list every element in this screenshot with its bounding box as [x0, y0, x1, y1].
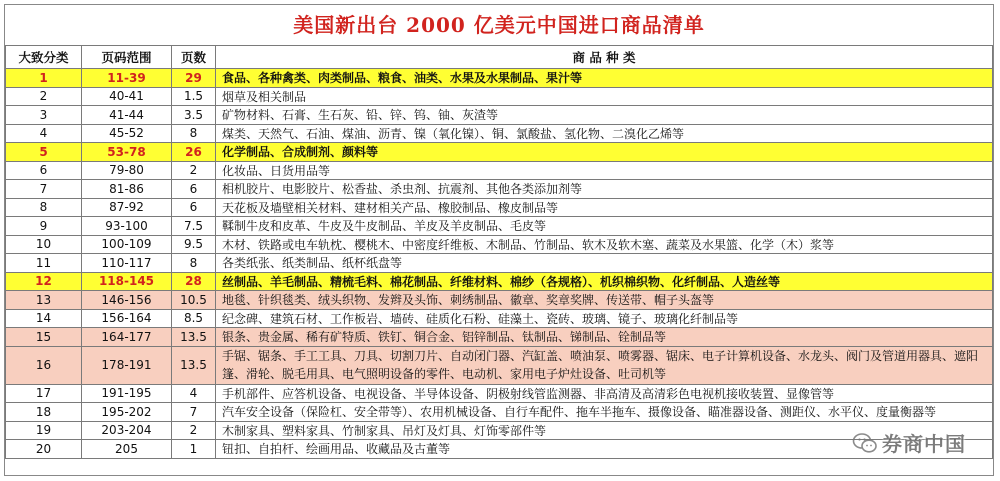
cell-category: 18 — [6, 403, 82, 422]
cell-goods: 地毯、针织毯类、绒头织物、发辫及头饰、刺绣制品、徽章、奖章奖牌、传送带、帽子头盔等 — [216, 291, 993, 310]
cell-goods: 矿物材料、石膏、生石灰、铅、锌、钨、铀、灰渣等 — [216, 106, 993, 125]
cell-goods: 相机胶片、电影胶片、松香盐、杀虫剂、抗震剂、其他各类添加剂等 — [216, 180, 993, 199]
cell-page-count: 1.5 — [172, 87, 216, 106]
cell-goods: 手机部件、应答机设备、电视设备、半导体设备、阴极射线管监测器、非高清及高清彩色电视机接收装置、显像管等 — [216, 384, 993, 403]
cell-page-range: 195-202 — [82, 403, 172, 422]
cell-category: 16 — [6, 346, 82, 384]
cell-goods: 烟草及相关制品 — [216, 87, 993, 106]
cell-page-range: 45-52 — [82, 124, 172, 143]
cell-category: 4 — [6, 124, 82, 143]
cell-category: 17 — [6, 384, 82, 403]
cell-page-count: 2 — [172, 161, 216, 180]
cell-goods: 天花板及墙壁相关材料、建材相关产品、橡胶制品、橡皮制品等 — [216, 198, 993, 217]
cell-page-range: 53-78 — [82, 143, 172, 162]
cell-goods: 化学制品、合成制剂、颜料等 — [216, 143, 993, 162]
cell-category: 12 — [6, 272, 82, 291]
table-row — [6, 291, 993, 310]
cell-page-range: 87-92 — [82, 198, 172, 217]
cell-category: 8 — [6, 198, 82, 217]
cell-goods: 鞣制牛皮和皮革、牛皮及牛皮制品、羊皮及羊皮制品、毛皮等 — [216, 217, 993, 236]
table-row — [6, 143, 993, 162]
cell-category: 7 — [6, 180, 82, 199]
cell-page-count: 6 — [172, 180, 216, 199]
cell-page-count: 7.5 — [172, 217, 216, 236]
header-category: 大致分类 — [6, 46, 82, 69]
header-page-range: 页码范围 — [82, 46, 172, 69]
wechat-icon — [852, 430, 878, 456]
cell-page-count: 26 — [172, 143, 216, 162]
watermark-text: 券商中国 — [882, 432, 966, 456]
cell-category: 9 — [6, 217, 82, 236]
table-row — [6, 87, 993, 106]
cell-goods: 丝制品、羊毛制品、精梳毛料、棉花制品、纤维材料、棉纱（各规格）、机织棉织物、化纤制品、人造丝等 — [216, 272, 993, 291]
cell-goods: 银条、贵金属、稀有矿特质、铁钉、铜合金、铝锌制品、钛制品、锑制品、铨制品等 — [216, 328, 993, 347]
cell-page-count: 28 — [172, 272, 216, 291]
cell-page-range: 93-100 — [82, 217, 172, 236]
cell-goods: 木制家具、塑料家具、竹制家具、吊灯及灯具、灯饰零部件等 — [216, 421, 993, 440]
cell-category: 2 — [6, 87, 82, 106]
table-row — [6, 69, 993, 88]
table-row — [6, 254, 993, 273]
table-row — [6, 421, 993, 440]
cell-page-count: 9.5 — [172, 235, 216, 254]
table-row — [6, 161, 993, 180]
cell-category: 11 — [6, 254, 82, 273]
cell-page-count: 4 — [172, 384, 216, 403]
table-header-row — [6, 46, 993, 69]
cell-goods: 各类纸张、纸类制品、纸杯纸盘等 — [216, 254, 993, 273]
cell-goods: 煤类、天然气、石油、煤油、沥青、镍（氧化镍）、铜、氯酸盐、氢化物、二溴化乙烯等 — [216, 124, 993, 143]
cell-goods: 纪念碑、建筑石材、工作板岩、墙砖、硅质化石粉、硅藻土、瓷砖、玻璃、镜子、玻璃化纤制品等 — [216, 309, 993, 328]
cell-page-range: 11-39 — [82, 69, 172, 88]
cell-goods: 食品、各种禽类、肉类制品、粮食、油类、水果及水果制品、果汁等 — [216, 69, 993, 88]
table-row — [6, 217, 993, 236]
table-row — [6, 124, 993, 143]
cell-page-range: 156-164 — [82, 309, 172, 328]
table-row — [6, 346, 993, 384]
header-page-count: 页数 — [172, 46, 216, 69]
cell-page-count: 13.5 — [172, 346, 216, 384]
goods-list-sheet — [4, 4, 994, 476]
cell-page-count: 2 — [172, 421, 216, 440]
watermark — [852, 428, 966, 457]
cell-page-count: 13.5 — [172, 328, 216, 347]
cell-page-count: 8 — [172, 254, 216, 273]
cell-goods: 化妆品、日货用品等 — [216, 161, 993, 180]
cell-category: 5 — [6, 143, 82, 162]
cell-page-range: 164-177 — [82, 328, 172, 347]
cell-category: 10 — [6, 235, 82, 254]
cell-category: 3 — [6, 106, 82, 125]
goods-table — [5, 45, 993, 459]
table-row — [6, 309, 993, 328]
cell-page-range: 203-204 — [82, 421, 172, 440]
cell-category: 1 — [6, 69, 82, 88]
table-row — [6, 384, 993, 403]
cell-page-count: 6 — [172, 198, 216, 217]
cell-page-range: 146-156 — [82, 291, 172, 310]
table-row — [6, 403, 993, 422]
cell-page-range: 40-41 — [82, 87, 172, 106]
cell-page-range: 79-80 — [82, 161, 172, 180]
cell-category: 20 — [6, 440, 82, 459]
cell-page-range: 81-86 — [82, 180, 172, 199]
cell-goods: 钮扣、自拍杆、绘画用品、收藏品及古董等 — [216, 440, 993, 459]
cell-page-count: 10.5 — [172, 291, 216, 310]
table-row — [6, 180, 993, 199]
cell-page-count: 1 — [172, 440, 216, 459]
cell-category: 13 — [6, 291, 82, 310]
header-goods: 商 品 种 类 — [216, 46, 993, 69]
cell-page-range: 205 — [82, 440, 172, 459]
cell-goods: 手锯、锯条、手工工具、刀具、切割刀片、自动闭门器、汽缸盖、喷油泵、喷雾器、锯床、电子计算机设备、水龙头、阀门及管道用器具、遮阳篷、滑轮、脱毛用具、电气照明设备的零件、电动机、家用电子炉灶设备、吐司机等 — [216, 346, 993, 384]
cell-page-count: 8.5 — [172, 309, 216, 328]
table-row — [6, 198, 993, 217]
table-body — [6, 69, 993, 459]
page-title: 美国新出台 2000 亿美元中国进口商品清单 — [293, 13, 705, 37]
cell-page-range: 41-44 — [82, 106, 172, 125]
cell-goods: 木材、铁路或电车轨枕、樱桃木、中密度纤维板、木制品、竹制品、软木及软木塞、蔬菜及水果篮、化学（木）浆等 — [216, 235, 993, 254]
cell-page-range: 118-145 — [82, 272, 172, 291]
cell-goods: 汽车安全设备（保险杠、安全带等）、农用机械设备、自行车配件、拖车半拖车、摄像设备、瞄准器设备、测距仪、水平仪、度量衡器等 — [216, 403, 993, 422]
cell-category: 14 — [6, 309, 82, 328]
cell-page-count: 8 — [172, 124, 216, 143]
cell-page-range: 100-109 — [82, 235, 172, 254]
table-row — [6, 440, 993, 459]
cell-category: 19 — [6, 421, 82, 440]
cell-category: 15 — [6, 328, 82, 347]
cell-page-range: 191-195 — [82, 384, 172, 403]
cell-page-count: 29 — [172, 69, 216, 88]
cell-page-range: 110-117 — [82, 254, 172, 273]
table-row — [6, 328, 993, 347]
cell-category: 6 — [6, 161, 82, 180]
table-row — [6, 272, 993, 291]
table-row — [6, 235, 993, 254]
cell-page-count: 3.5 — [172, 106, 216, 125]
table-row — [6, 106, 993, 125]
cell-page-range: 178-191 — [82, 346, 172, 384]
cell-page-count: 7 — [172, 403, 216, 422]
